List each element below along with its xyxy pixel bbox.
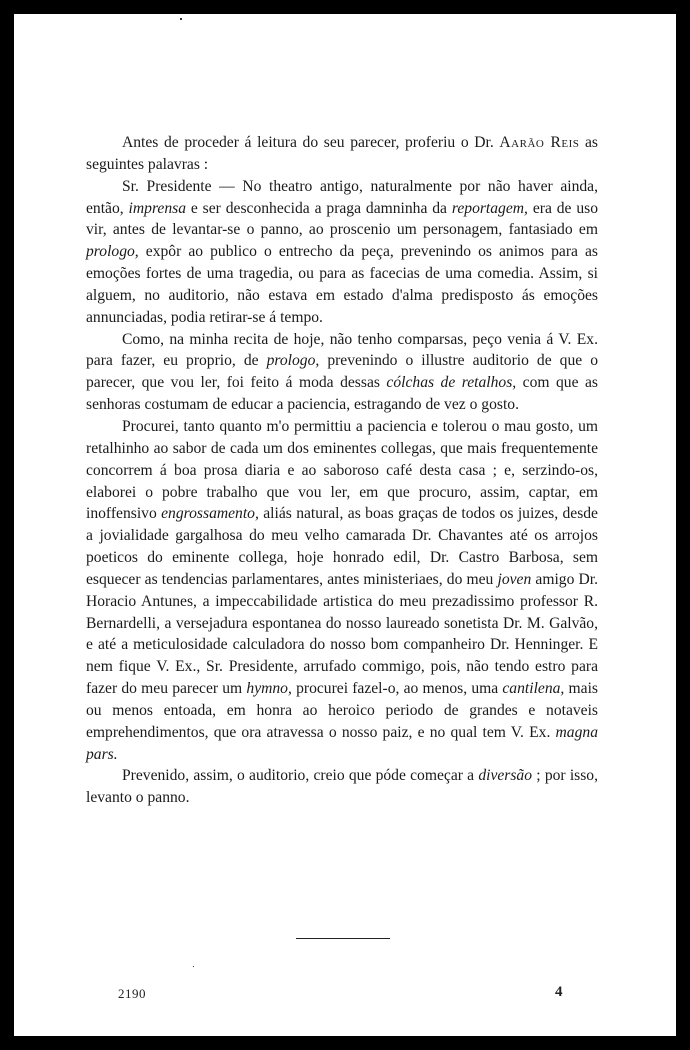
speck-mark [193, 966, 194, 967]
text-run: Prevenido, assim, o auditorio, creio que póde começar a [122, 767, 479, 785]
text-run: expôr ao publico o entrecho da peça, prevenindo os animos para as emoções fortes de uma tragedia, ou para as facecias de uma comedia. Assim, si alguem, no auditorio, não estava em estado d'alma predisposto ás emoções annunciadas, podia retirar-se á tempo. [86, 243, 598, 326]
text-run: ; por isso, levanto o panno. [86, 767, 599, 807]
text-run: as seguintes palavras : [86, 134, 598, 173]
text-run: prevenindo o illustre auditorio de que o parecer, que vou ler, foi feito á moda dessas [86, 352, 598, 392]
section-divider [296, 938, 390, 939]
italic-text: cantilena, [502, 680, 565, 698]
page-code: 2190 [118, 986, 146, 1001]
text-run: Como, na minha recita de hoje, não tenho comparsas, peço venia á V. Ex. para fazer, eu proprio, de [86, 330, 598, 370]
text-run: era de uso vir, antes de levantar-se o panno, ao proscenio um personagem, fantasiado em [86, 199, 598, 239]
italic-text: hymno, [246, 680, 292, 698]
text-run: com que as senhoras costumam de educar a paciencia, estragando de vez o gosto. [86, 374, 598, 414]
italic-text: diversão [478, 767, 533, 785]
paragraph-p3 [86, 416, 598, 766]
italic-text: joven [497, 570, 532, 588]
text-run: amigo Dr. Horacio Antunes, a impeccabilidade artistica do meu prezadissimo professor R. Bernardelli, a versejadura espontanea do nosso laureado sonetista Dr. M. Galvão, e até a meticulosidade calculadora do nosso bom companheiro Dr. Henninger. E nem fique V. Ex., Sr. Presidente, arrufado commigo, pois, não tendo estro para fazer do meu parecer um [86, 570, 598, 698]
speck-mark [180, 18, 182, 20]
text-run: aliás natural, as boas graças de todos os juizes, desde a jovialidade gargalhosa do meu velho camarada Dr. Chavantes até os arrojos poeticos do eminente collega, hoje honrado edil, Dr. Castro Barbosa, sem esquecer as tendencias parlamentares, antes ministeriaes, do meu [86, 505, 598, 588]
document-page [14, 14, 676, 1036]
italic-text: prologo, [86, 243, 139, 261]
italic-text: engrossamento, [161, 505, 259, 523]
italic-text: cólchas de retalhos, [386, 374, 517, 392]
italic-text: prologo, [266, 352, 320, 370]
text-run: Antes de proceder á leitura do seu parecer, proferiu o Dr. [122, 134, 500, 151]
paragraph-intro [86, 132, 598, 176]
signature-mark: 4 [555, 984, 563, 1000]
italic-text: magna pars. [86, 723, 598, 763]
paragraph-p4 [86, 765, 598, 809]
italic-text: imprensa [128, 199, 187, 217]
body-text [86, 132, 598, 809]
paragraph-p2 [86, 329, 598, 416]
small-caps-name: Aarão Reis [499, 134, 580, 151]
paragraph-p1 [86, 176, 598, 329]
text-run: Procurei, tanto quanto m'o permittiu a paciencia e tolerou o mau gosto, um retalhinho ao sabor de cada um dos eminentes collegas, que mais frequentemente concorrem á boa prosa diaria e ao saboroso café desta casa ; e, serzindo-os, elaborei o pobre trabalho que vou ler, em que procuro, assim, captar, em inoffensivo [86, 417, 598, 523]
text-run: procurei fazel-o, ao menos, uma [291, 680, 503, 698]
text-run: e ser desconhecida a praga damninha da [186, 199, 452, 217]
italic-text: reportagem, [451, 199, 528, 217]
text-run: mais ou menos entoada, em honra ao heroico periodo de grandes e notaveis emprehendimentos, que ora atravessa o nosso paiz, e no qual tem V. Ex. [86, 680, 598, 741]
text-run: Sr. Presidente — No theatro antigo, naturalmente por não haver ainda, então, [86, 177, 598, 217]
